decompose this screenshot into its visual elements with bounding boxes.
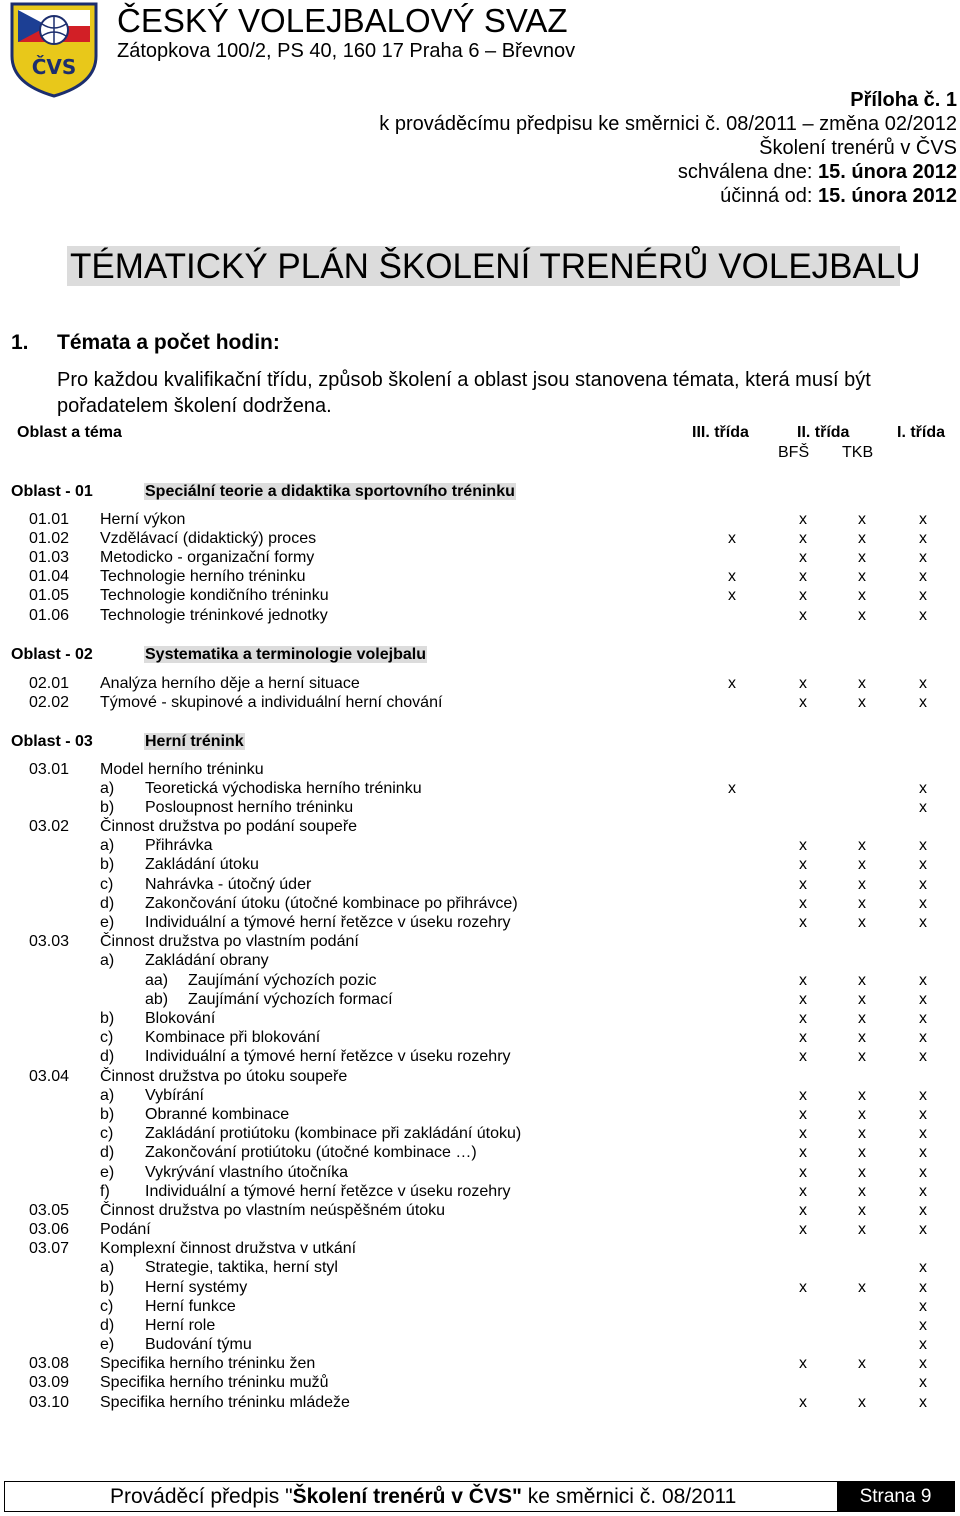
topic-text: Obranné kombinace <box>145 1106 290 1123</box>
table-row <box>0 1028 960 1047</box>
topic-sub-letter: a) <box>100 780 115 797</box>
column-sub-bfs: BFŠ <box>778 444 810 461</box>
table-row <box>0 1297 960 1316</box>
topic-sub-letter: b) <box>100 1279 115 1296</box>
class-mark: x <box>919 1010 927 1027</box>
approved-line: schválena dne: 15. února 2012 <box>677 161 957 183</box>
topic-text: Technologie kondičního tréninku <box>100 587 329 604</box>
class-mark: x <box>858 876 866 893</box>
table-row <box>0 693 960 712</box>
class-mark: x <box>799 972 807 989</box>
organization-address: Zátopkova 100/2, PS 40, 160 17 Praha 6 – Břevnov <box>117 40 576 62</box>
class-mark: x <box>799 1164 807 1181</box>
class-mark: x <box>919 549 927 566</box>
topic-code: 03.10 <box>29 1394 70 1411</box>
topic-text: Technologie tréninkové jednotky <box>100 607 328 624</box>
class-mark: x <box>919 694 927 711</box>
topic-code: 01.04 <box>29 568 70 585</box>
table-row <box>0 779 960 798</box>
table-row <box>0 932 960 951</box>
topic-code: 03.05 <box>29 1202 70 1219</box>
class-mark: x <box>919 1048 927 1065</box>
topic-text: Vybírání <box>145 1087 204 1104</box>
class-mark: x <box>919 675 927 692</box>
topic-sub-letter: c) <box>100 876 114 893</box>
class-mark: x <box>858 568 866 585</box>
table-row <box>0 1278 960 1297</box>
table-row <box>0 1182 960 1201</box>
class-mark: x <box>919 972 927 989</box>
footer <box>4 1481 955 1512</box>
table-row <box>0 1335 960 1354</box>
page-number: Strana 9 <box>837 1482 954 1511</box>
class-mark: x <box>919 1394 927 1411</box>
class-mark: x <box>799 1144 807 1161</box>
topic-text: Strategie, taktika, herní styl <box>145 1259 338 1276</box>
table-row <box>0 760 960 779</box>
topic-code: 03.09 <box>29 1374 70 1391</box>
class-mark: x <box>799 1202 807 1219</box>
class-mark: x <box>919 876 927 893</box>
topic-text: Zakončování protiútoku (útočné kombinace …) <box>145 1144 477 1161</box>
topic-text: Zakládání protiútoku (kombinace při zakládání útoku) <box>145 1125 522 1142</box>
annex-label: Příloha č. 1 <box>850 89 957 111</box>
area-heading: Oblast - 01 Speciální teorie a didaktika sportovního tréninku <box>11 483 515 500</box>
topic-text: Vykrývání vlastního útočníka <box>145 1164 349 1181</box>
effective-date: 15. února 2012 <box>818 185 957 207</box>
annex-subject: Školení trenérů v ČVS <box>759 137 957 159</box>
class-mark: x <box>919 1106 927 1123</box>
topic-sub-letter: c) <box>100 1298 114 1315</box>
table-row <box>0 894 960 913</box>
class-mark: x <box>858 1125 866 1142</box>
topic-code: 03.01 <box>29 761 70 778</box>
table-row <box>0 817 960 836</box>
class-mark: x <box>919 1029 927 1046</box>
class-mark: x <box>799 1355 807 1372</box>
table-row <box>0 1258 960 1277</box>
class-mark: x <box>728 675 736 692</box>
class-mark: x <box>858 1355 866 1372</box>
topic-sub-letter: d) <box>100 1144 115 1161</box>
table-row <box>0 606 960 625</box>
annex-info <box>379 88 957 208</box>
topic-code: 01.05 <box>29 587 70 604</box>
class-mark: x <box>799 1183 807 1200</box>
table-row <box>0 913 960 932</box>
section-intro: Pro každou kvalifikační třídu, způsob školení a oblast jsou stanovena témata, která musí být pořadatelem školení dodržena. <box>57 369 871 417</box>
footer-text: Prováděcí předpis "Školení trenérů v ČVS" ke směrnici č. 08/2011 <box>110 1485 737 1508</box>
topic-text: Činnost družstva po vlastním podání <box>100 933 359 950</box>
topic-sub-letter: b) <box>100 1010 115 1027</box>
class-mark: x <box>799 1125 807 1142</box>
area-heading: Oblast - 03 Herní trénink <box>11 733 244 750</box>
class-mark: x <box>858 991 866 1008</box>
table-row <box>0 586 960 605</box>
topic-sub-letter: ab) <box>145 991 169 1008</box>
class-mark: x <box>799 1029 807 1046</box>
topic-text: Metodicko - organizační formy <box>100 549 315 566</box>
topic-sub-letter: b) <box>100 856 115 873</box>
topic-sub-letter: aa) <box>145 972 169 989</box>
topic-sub-letter: e) <box>100 1336 115 1353</box>
topic-code: 02.02 <box>29 694 70 711</box>
class-mark: x <box>799 511 807 528</box>
table-row <box>0 990 960 1009</box>
class-mark: x <box>728 530 736 547</box>
topic-code: 01.01 <box>29 511 70 528</box>
topic-text: Kombinace při blokování <box>145 1029 321 1046</box>
approved-date: 15. února 2012 <box>818 161 957 183</box>
table-row <box>0 798 960 817</box>
topic-text: Herní funkce <box>145 1298 236 1315</box>
topic-text: Individuální a týmové herní řetězce v úseku rozehry <box>145 914 511 931</box>
class-mark: x <box>799 530 807 547</box>
class-mark: x <box>799 914 807 931</box>
class-mark: x <box>919 1144 927 1161</box>
class-mark: x <box>799 876 807 893</box>
topic-code: 01.02 <box>29 530 70 547</box>
effective-line: účinná od: 15. února 2012 <box>720 185 957 207</box>
topic-text: Individuální a týmové herní řetězce v úseku rozehry <box>145 1183 511 1200</box>
class-mark: x <box>799 837 807 854</box>
topic-text: Zakládání útoku <box>145 856 259 873</box>
topic-text: Zakončování útoku (útočné kombinace po přihrávce) <box>145 895 518 912</box>
class-mark: x <box>858 1144 866 1161</box>
table-row <box>0 951 960 970</box>
table-row <box>0 1163 960 1182</box>
topic-text: Činnost družstva po vlastním neúspěšném útoku <box>100 1202 446 1219</box>
section-number: 1. <box>11 331 29 354</box>
topic-sub-letter: d) <box>100 895 115 912</box>
class-mark: x <box>858 694 866 711</box>
table-row <box>0 1316 960 1335</box>
table-row <box>0 971 960 990</box>
class-mark: x <box>799 568 807 585</box>
topic-sub-letter: b) <box>100 799 115 816</box>
topic-sub-letter: a) <box>100 952 115 969</box>
topic-sub-letter: c) <box>100 1029 114 1046</box>
topic-text: Zaujímání výchozích pozic <box>188 972 377 989</box>
class-mark: x <box>799 895 807 912</box>
topic-sub-letter: a) <box>100 1259 115 1276</box>
class-mark: x <box>919 530 927 547</box>
class-mark: x <box>858 1394 866 1411</box>
class-mark: x <box>919 1355 927 1372</box>
topic-text: Zakládání obrany <box>145 952 269 969</box>
class-mark: x <box>919 1259 927 1276</box>
table-row <box>0 1067 960 1086</box>
class-mark: x <box>919 1317 927 1334</box>
topic-sub-letter: a) <box>100 837 115 854</box>
topic-sub-letter: b) <box>100 1106 115 1123</box>
class-mark: x <box>919 1374 927 1391</box>
class-mark: x <box>799 856 807 873</box>
annex-reference: k prováděcímu předpisu ke směrnici č. 08/2011 – změna 02/2012 <box>379 113 957 135</box>
class-mark: x <box>858 1106 866 1123</box>
class-mark: x <box>799 1010 807 1027</box>
class-mark: x <box>919 991 927 1008</box>
class-mark: x <box>728 780 736 797</box>
class-mark: x <box>919 914 927 931</box>
topic-sub-letter: c) <box>100 1125 114 1142</box>
topic-code: 01.06 <box>29 607 70 624</box>
topic-code: 03.06 <box>29 1221 70 1238</box>
class-mark: x <box>919 1183 927 1200</box>
topic-sub-letter: f) <box>100 1183 110 1200</box>
column-class-3: III. třída <box>692 424 749 441</box>
class-mark: x <box>919 1202 927 1219</box>
class-mark: x <box>858 972 866 989</box>
class-mark: x <box>799 991 807 1008</box>
section-heading <box>11 331 280 355</box>
class-mark: x <box>799 1106 807 1123</box>
topic-sub-letter: e) <box>100 914 115 931</box>
table-row <box>0 1220 960 1239</box>
class-mark: x <box>858 837 866 854</box>
topic-text: Přihrávka <box>145 837 213 854</box>
topic-text: Herní výkon <box>100 511 186 528</box>
column-sub-tkb: TKB <box>842 444 874 461</box>
topic-text: Týmové - skupinové a individuální herní chování <box>100 694 443 711</box>
class-mark: x <box>858 549 866 566</box>
topic-text: Nahrávka - útočný úder <box>145 876 312 893</box>
class-mark: x <box>919 780 927 797</box>
topic-text: Specifika herního tréninku mládeže <box>100 1394 350 1411</box>
topic-text: Podání <box>100 1221 151 1238</box>
topic-text: Zaujímání výchozích formací <box>188 991 393 1008</box>
table-row <box>0 567 960 586</box>
class-mark: x <box>858 675 866 692</box>
class-mark: x <box>919 1087 927 1104</box>
topic-text: Individuální a týmové herní řetězce v úseku rozehry <box>145 1048 511 1065</box>
topic-text: Činnost družstva po podání soupeře <box>100 818 358 835</box>
topic-text: Vzdělávací (didaktický) proces <box>100 530 317 547</box>
cvs-logo <box>8 2 100 98</box>
table-row <box>0 1047 960 1066</box>
class-mark: x <box>799 1087 807 1104</box>
topic-text: Budování týmu <box>145 1336 252 1353</box>
class-mark: x <box>919 587 927 604</box>
topic-text: Technologie herního tréninku <box>100 568 306 585</box>
table-row <box>0 1124 960 1143</box>
class-mark: x <box>858 856 866 873</box>
class-mark: x <box>919 1125 927 1142</box>
class-mark: x <box>858 1183 866 1200</box>
topic-sub-letter: e) <box>100 1164 115 1181</box>
class-mark: x <box>919 1164 927 1181</box>
topic-sub-letter: d) <box>100 1317 115 1334</box>
table-row <box>0 1373 960 1392</box>
table-row <box>0 1143 960 1162</box>
organization-name: ČESKÝ VOLEJBALOVÝ SVAZ <box>117 2 568 39</box>
logo-text: ČVS <box>31 55 77 79</box>
class-mark: x <box>919 837 927 854</box>
class-mark: x <box>799 1279 807 1296</box>
table-row <box>0 836 960 855</box>
table-row <box>0 510 960 529</box>
topic-text: Model herního tréninku <box>100 761 264 778</box>
table-row <box>0 1354 960 1373</box>
table-row <box>0 529 960 548</box>
table-row <box>0 674 960 693</box>
class-mark: x <box>858 895 866 912</box>
topic-text: Specifika herního tréninku žen <box>100 1355 316 1372</box>
topic-text: Teoretická východiska herního tréninku <box>145 780 422 797</box>
class-mark: x <box>728 587 736 604</box>
class-mark: x <box>919 799 927 816</box>
topic-sub-letter: d) <box>100 1048 115 1065</box>
class-mark: x <box>919 1221 927 1238</box>
topic-text: Posloupnost herního tréninku <box>145 799 354 816</box>
section-title: Témata a počet hodin: <box>57 331 280 354</box>
class-mark: x <box>858 914 866 931</box>
topic-text: Herní systémy <box>145 1279 248 1296</box>
class-mark: x <box>799 675 807 692</box>
topic-code: 03.02 <box>29 818 70 835</box>
class-mark: x <box>919 511 927 528</box>
class-mark: x <box>858 1029 866 1046</box>
table-row <box>0 855 960 874</box>
table-row <box>0 1393 960 1412</box>
topic-text: Činnost družstva po útoku soupeře <box>100 1068 348 1085</box>
class-mark: x <box>919 568 927 585</box>
table-row <box>0 1009 960 1028</box>
class-mark: x <box>799 694 807 711</box>
class-mark: x <box>858 530 866 547</box>
class-mark: x <box>799 587 807 604</box>
table-row <box>0 1086 960 1105</box>
topic-text: Komplexní činnost družstva v utkání <box>100 1240 357 1257</box>
class-mark: x <box>858 587 866 604</box>
column-class-1: I. třída <box>897 424 946 441</box>
table-row <box>0 548 960 567</box>
class-mark: x <box>919 856 927 873</box>
topic-code: 02.01 <box>29 675 70 692</box>
column-area-topic: Oblast a téma <box>17 424 122 441</box>
topic-text: Blokování <box>145 1010 216 1027</box>
topic-code: 03.04 <box>29 1068 70 1085</box>
table-row <box>0 1105 960 1124</box>
class-mark: x <box>858 607 866 624</box>
column-class-2: II. třída <box>797 424 850 441</box>
class-mark: x <box>799 1394 807 1411</box>
topic-sub-letter: a) <box>100 1087 115 1104</box>
area-heading: Oblast - 02 Systematika a terminologie volejbalu <box>11 646 426 663</box>
class-mark: x <box>799 549 807 566</box>
class-mark: x <box>858 1202 866 1219</box>
class-mark: x <box>858 1164 866 1181</box>
class-mark: x <box>799 1221 807 1238</box>
class-mark: x <box>858 1087 866 1104</box>
class-mark: x <box>919 1336 927 1353</box>
topic-text: Herní role <box>145 1317 216 1334</box>
topic-code: 01.03 <box>29 549 70 566</box>
class-mark: x <box>858 511 866 528</box>
class-mark: x <box>858 1048 866 1065</box>
class-mark: x <box>919 895 927 912</box>
class-mark: x <box>858 1221 866 1238</box>
class-mark: x <box>858 1279 866 1296</box>
topic-text: Analýza herního děje a herní situace <box>100 675 360 692</box>
class-mark: x <box>919 1279 927 1296</box>
class-mark: x <box>858 1010 866 1027</box>
topic-code: 03.07 <box>29 1240 70 1257</box>
class-mark: x <box>728 568 736 585</box>
topic-code: 03.03 <box>29 933 70 950</box>
table-row <box>0 1201 960 1220</box>
table-row <box>0 1239 960 1258</box>
class-mark: x <box>919 607 927 624</box>
table-row <box>0 875 960 894</box>
topic-code: 03.08 <box>29 1355 70 1372</box>
page-title: TÉMATICKÝ PLÁN ŠKOLENÍ TRENÉRŮ VOLEJBALU <box>67 246 900 286</box>
class-mark: x <box>799 607 807 624</box>
class-mark: x <box>919 1298 927 1315</box>
topic-text: Specifika herního tréninku mužů <box>100 1374 329 1391</box>
class-mark: x <box>799 1048 807 1065</box>
